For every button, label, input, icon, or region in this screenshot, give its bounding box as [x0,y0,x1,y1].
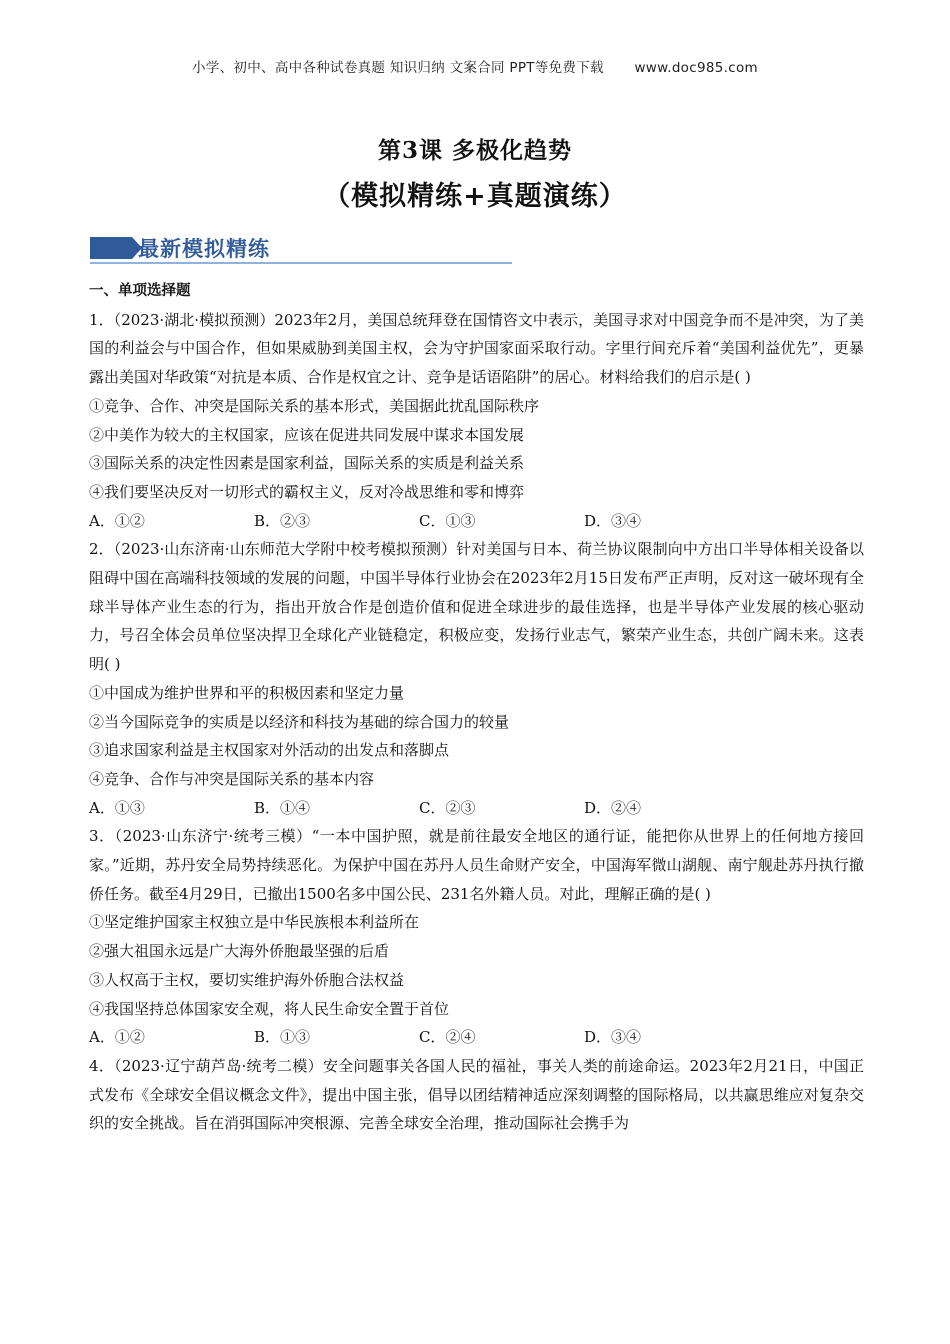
answer-choice-a: A．①② [89,511,145,530]
page-subtitle: （模拟精练+真题演练） [323,181,627,212]
section-heading: 一、单项选择题 [89,283,191,299]
question-stem: 4．（2023·辽宁葫芦岛·统考二模）安全问题事关各国人民的福祉，事关人类的前途命运。2023年2月21日，中国正式发布《全球安全倡议概念文件》，提出中国主张，倡导以团结精神适应深刻调整的国际格局，以共赢思维应对复杂交织的安全挑战。旨在消弭国际冲突根源、完善全球安全治理，推动国际社会携手为 [89,1056,864,1133]
site-header [0,56,950,76]
option-item: ①竞争、合作、冲突是国际关系的基本形式，美国据此扰乱国际秩序 [89,396,540,415]
answer-choices [89,794,864,823]
answer-choices [89,507,864,536]
page-title: 第3课 多极化趋势 [377,137,572,164]
banner-underline [90,262,512,264]
answer-choice-a: A．①③ [89,798,145,817]
banner-label: 最新模拟精练 [138,237,270,261]
option-item: ④竞争、合作与冲突是国际关系的基本内容 [89,769,375,788]
question-content [89,277,864,1138]
question-1 [89,306,864,536]
site-url-link[interactable]: www.doc985.com [634,60,758,76]
option-item: ②当今国际竞争的实质是以经济和科技为基础的综合国力的较量 [89,712,510,731]
question-4 [89,1052,864,1138]
option-item: ②强大祖国永远是广大海外侨胞最坚强的后盾 [89,942,390,961]
section-banner [90,232,512,264]
option-item: ①中国成为维护世界和平的积极因素和坚定力量 [89,683,405,702]
answer-choice-b: B．①④ [254,798,311,817]
option-item: ④我们要坚决反对一切形式的霸权主义，反对冷战思维和零和博弈 [89,482,525,501]
answer-choices [89,1023,864,1052]
question-2 [89,535,864,822]
answer-choice-b: B．②③ [254,511,311,530]
question-3 [89,822,864,1052]
answer-choice-c: C．②③ [419,798,476,817]
option-item: ③追求国家利益是主权国家对外活动的出发点和落脚点 [89,741,450,760]
answer-choice-c: C．①③ [419,511,476,530]
banner-marker [90,237,132,259]
question-stem: 1．（2023·湖北·模拟预测）2023年2月，美国总统拜登在国情咨文中表示，美国寻求对中国竞争而不是冲突，为了美国的利益会与中国合作，但如果威胁到美国主权，会为守护国家面采取行动。字里行间充斥着“美国利益优先”，更暴露出美国对华政策“对抗是本质、合作是权宜之计、竞争是话语陷阱”的居心。材料给我们的启示是( ) [89,310,864,387]
answer-choice-d: D．②④ [584,798,642,817]
option-item: ③人权高于主权，要切实维护海外侨胞合法权益 [89,970,405,989]
answer-choice-d: D．③④ [584,1028,642,1047]
answer-choice-a: A．①② [89,1028,145,1047]
option-item: ④我国坚持总体国家安全观，将人民生命安全置于首位 [89,999,450,1018]
answer-choice-b: B．①③ [254,1028,311,1047]
question-stem: 2．（2023·山东济南·山东师范大学附中校考模拟预测）针对美国与日本、荷兰协议限制向中方出口半导体相关设备以阻碍中国在高端科技领域的发展的问题，中国半导体行业协会在2023年2月15日发布严正声明，反对这一破坏现有全球半导体产业生态的行为，指出开放合作是创造价值和促进全球进步的最佳选择，也是半导体产业发展的核心驱动力，号召全体会员单位坚决捍卫全球化产业链稳定，积极应变，发扬行业志气，繁荣产业生态，共创广阔未来。这表明( ) [89,540,864,674]
answer-choice-c: C．②④ [419,1028,476,1047]
option-item: ①坚定维护国家主权独立是中华民族根本利益所在 [89,913,420,932]
answer-choice-d: D．③④ [584,511,642,530]
option-item: ②中美作为较大的主权国家，应该在促进共同发展中谋求本国发展 [89,425,525,444]
question-stem: 3．（2023·山东济宁·统考三模）“一本中国护照，就是前往最安全地区的通行证，能把你从世界上的任何地方接回家。”近期，苏丹安全局势持续恶化。为保护中国在苏丹人员生命财产安全，中国海军微山湖舰、南宁舰赴苏丹执行撤侨任务。截至4月29日，已撤出1500名多中国公民、231名外籍人员。对此，理解正确的是( ) [89,827,864,903]
option-item: ③国际关系的决定性因素是国家利益，国际关系的实质是利益关系 [89,454,525,473]
site-header-text: 小学、初中、高中各种试卷真题 知识归纳 文案合同 PPT等免费下载 [192,60,604,76]
